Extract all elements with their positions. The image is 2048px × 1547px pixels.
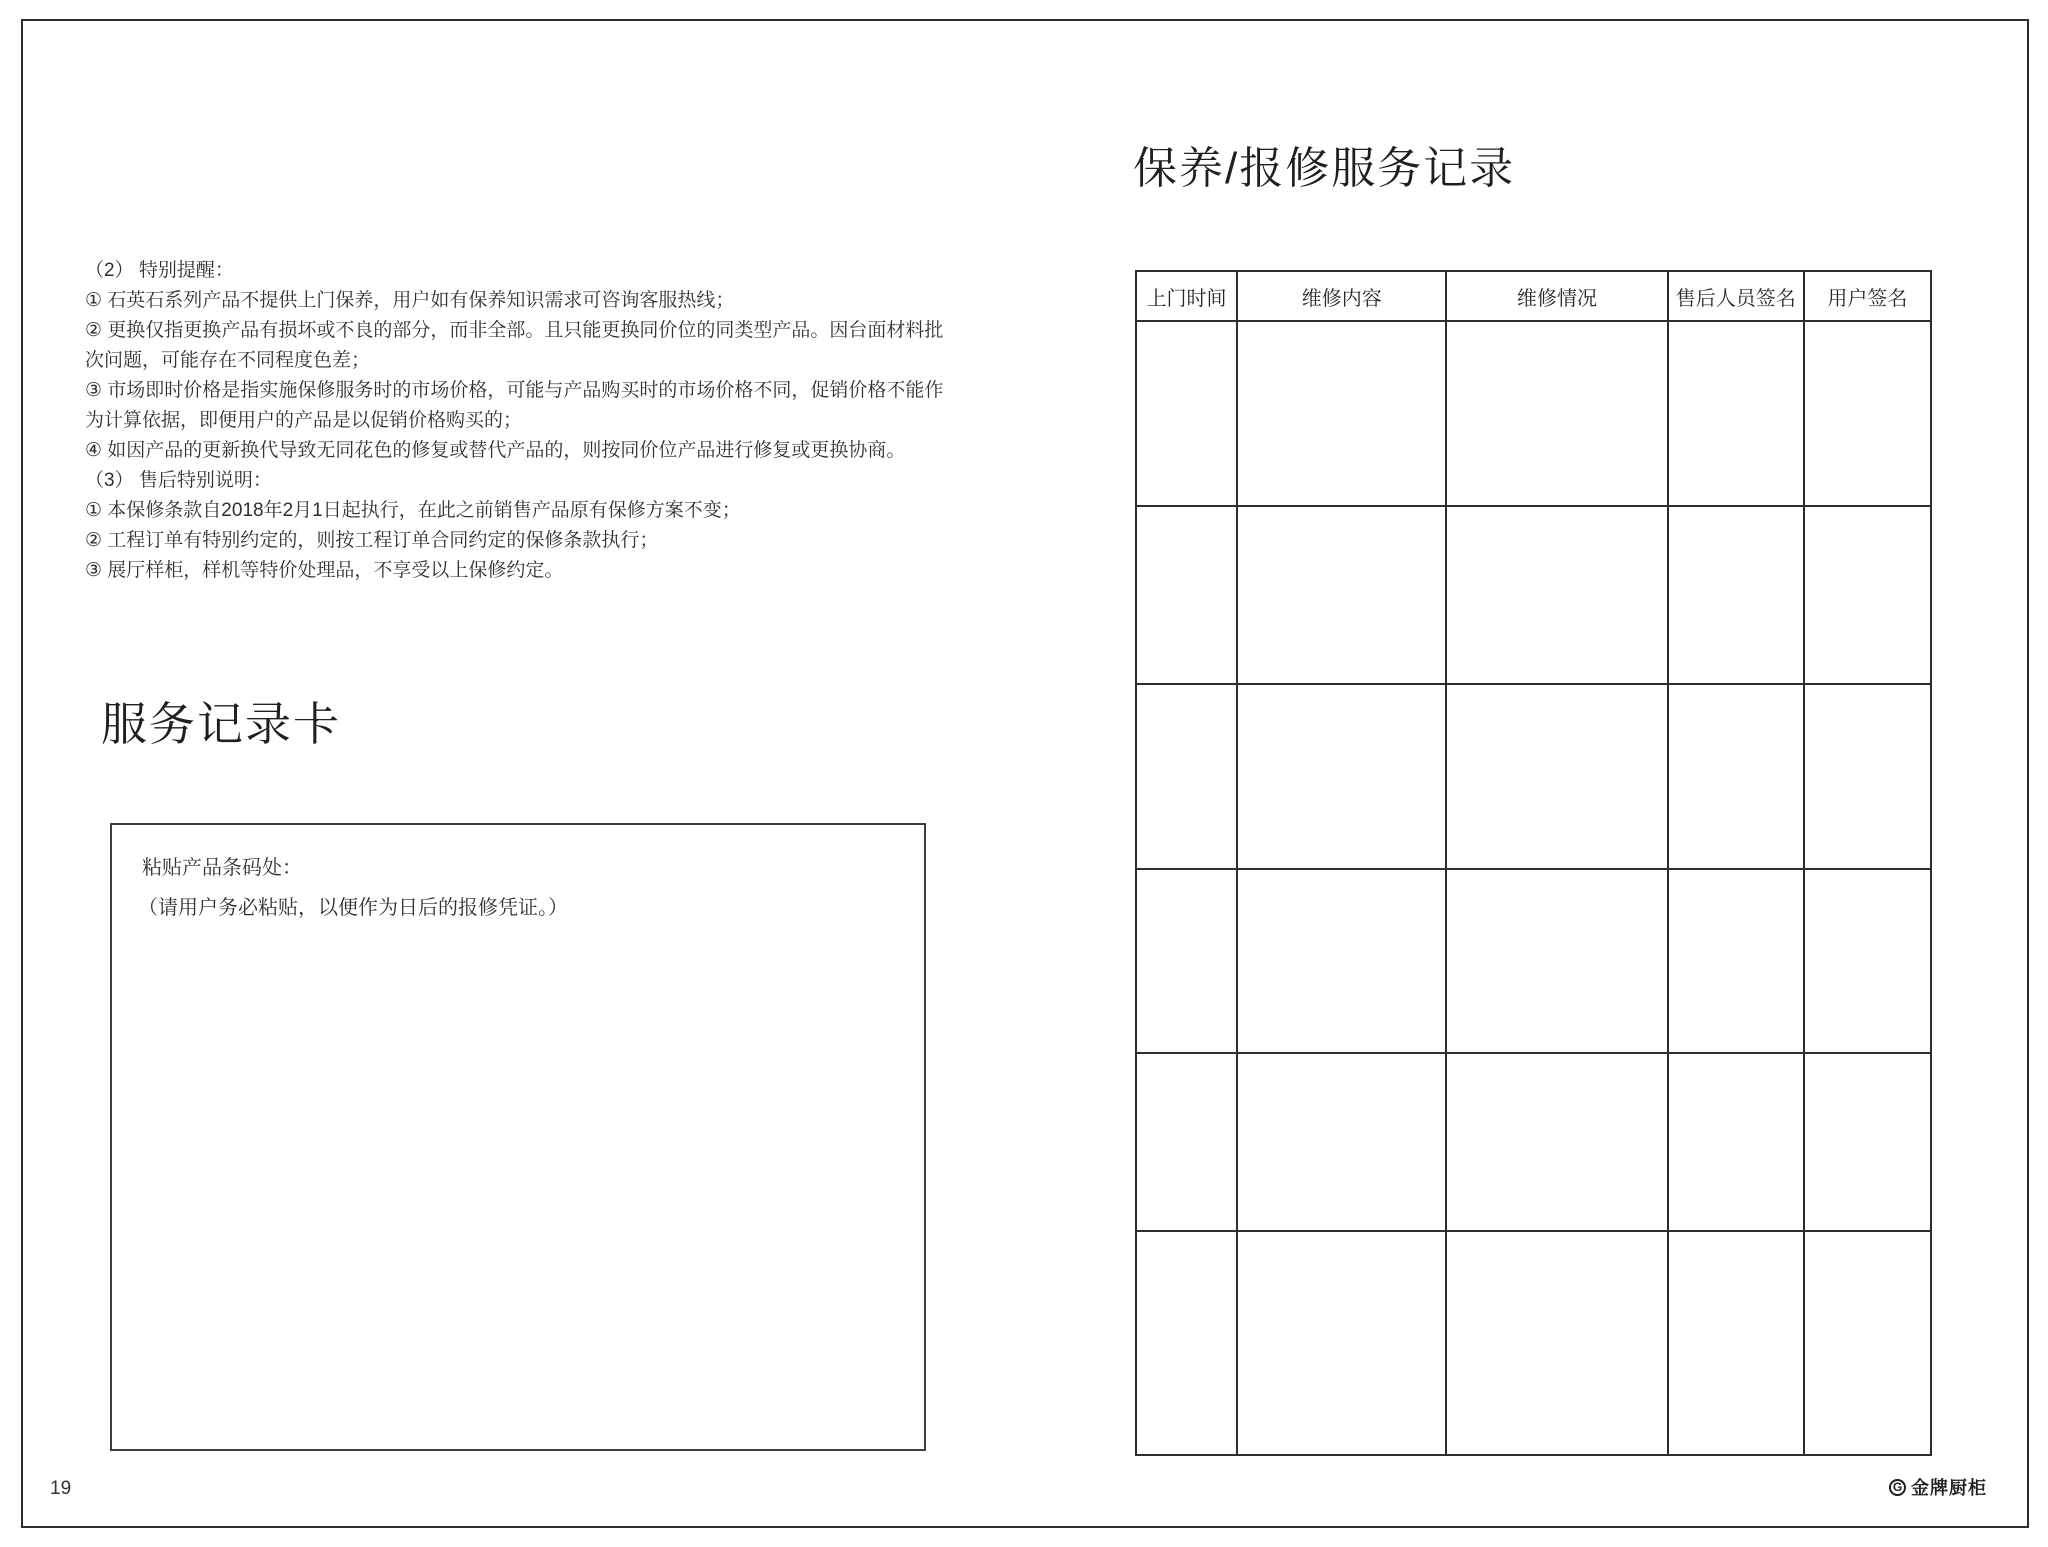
- cell-user-signature: [1804, 684, 1931, 869]
- cell-visit-time: [1136, 869, 1237, 1053]
- barcode-box-label: 粘贴产品条码处：: [142, 857, 302, 879]
- table-header-row: [1136, 271, 1931, 321]
- cell-repair-content: [1237, 1231, 1446, 1455]
- cell-visit-time: [1136, 1053, 1237, 1231]
- table-header-cell: 售后人员签名: [1668, 271, 1804, 321]
- cell-repair-status: [1446, 506, 1667, 684]
- cell-staff-signature: [1668, 506, 1804, 684]
- cell-repair-status: [1446, 869, 1667, 1053]
- cell-repair-content: [1237, 1053, 1446, 1231]
- warranty-note-line: ③ 市场即时价格是指实施保修服务时的市场价格，可能与产品购买时的市场价格不同，促销价格不能作: [85, 380, 944, 401]
- table-header: [1136, 271, 1931, 321]
- warranty-note-line: ③ 展厅样柜，样机等特价处理品，不享受以上保修约定。: [85, 560, 564, 581]
- barcode-sticker-box: [110, 823, 926, 1451]
- cell-repair-content: [1237, 684, 1446, 869]
- cell-visit-time: [1136, 684, 1237, 869]
- warranty-notes: [85, 256, 985, 586]
- brand-g-icon: G: [1889, 1479, 1906, 1496]
- cell-visit-time: [1136, 1231, 1237, 1455]
- table-header-cell: 用户签名: [1804, 271, 1931, 321]
- cell-user-signature: [1804, 506, 1931, 684]
- cell-repair-content: [1237, 321, 1446, 506]
- cell-staff-signature: [1668, 869, 1804, 1053]
- table-row: [1136, 1053, 1931, 1231]
- table-header-cell: 维修情况: [1446, 271, 1667, 321]
- barcode-box-note: （请用户务必粘贴，以便作为日后的报修凭证。）: [138, 897, 568, 919]
- cell-staff-signature: [1668, 1053, 1804, 1231]
- table-header-cell: 维修内容: [1237, 271, 1446, 321]
- cell-staff-signature: [1668, 321, 1804, 506]
- warranty-note-line: ④ 如因产品的更新换代导致无同花色的修复或替代产品的，则按同价位产品进行修复或更换协商。: [85, 440, 906, 461]
- cell-user-signature: [1804, 321, 1931, 506]
- cell-staff-signature: [1668, 1231, 1804, 1455]
- warranty-note-line: （2） 特别提醒：: [85, 260, 234, 281]
- cell-repair-status: [1446, 1231, 1667, 1455]
- warranty-note-line: ② 工程订单有特别约定的，则按工程订单合同约定的保修条款执行；: [85, 530, 659, 551]
- cell-repair-status: [1446, 321, 1667, 506]
- table-header-cell: 上门时间: [1136, 271, 1237, 321]
- service-record-card-title: 服务记录卡: [101, 698, 341, 750]
- warranty-note-line: ② 更换仅指更换产品有损坏或不良的部分，而非全部。且只能更换同价位的同类型产品。因台面材料批: [85, 320, 944, 341]
- cell-visit-time: [1136, 321, 1237, 506]
- page-number: 19: [50, 1478, 72, 1499]
- table-row: [1136, 506, 1931, 684]
- service-record-table-title: 保养/报修服务记录: [1133, 144, 1516, 193]
- cell-repair-status: [1446, 684, 1667, 869]
- warranty-note-line: （3） 售后特别说明：: [85, 470, 272, 491]
- cell-user-signature: [1804, 869, 1931, 1053]
- cell-repair-status: [1446, 1053, 1667, 1231]
- warranty-note-line: ① 石英石系列产品不提供上门保养，用户如有保养知识需求可咨询客服热线；: [85, 290, 735, 311]
- cell-repair-content: [1237, 506, 1446, 684]
- cell-repair-content: [1237, 869, 1446, 1053]
- table-body: [1136, 321, 1931, 1455]
- warranty-note-line: 为计算依据，即便用户的产品是以促销价格购买的；: [85, 410, 523, 431]
- cell-visit-time: [1136, 506, 1237, 684]
- cell-user-signature: [1804, 1053, 1931, 1231]
- warranty-note-line: 次问题，可能存在不同程度色差；: [85, 350, 371, 371]
- service-record-table: [1135, 270, 1932, 1456]
- table-row: [1136, 321, 1931, 506]
- table-row: [1136, 1231, 1931, 1455]
- warranty-note-line: ① 本保修条款自2018年2月1日起执行，在此之前销售产品原有保修方案不变；: [85, 500, 741, 521]
- table-row: [1136, 869, 1931, 1053]
- cell-staff-signature: [1668, 684, 1804, 869]
- table-row: [1136, 684, 1931, 869]
- cell-user-signature: [1804, 1231, 1931, 1455]
- brand-logo: [1889, 1474, 1987, 1500]
- brand-name: 金牌厨柜: [1911, 1478, 1987, 1498]
